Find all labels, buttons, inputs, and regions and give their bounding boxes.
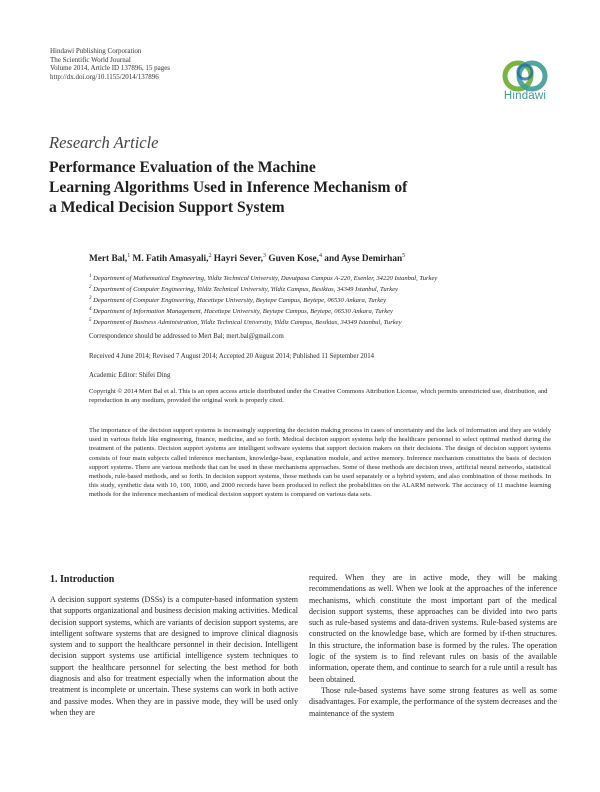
- author-name: Guven Kose,: [266, 254, 319, 265]
- affiliation: [89, 273, 437, 283]
- author-name: Mert Bal,: [89, 254, 128, 265]
- correspondence: Correspondence should be addressed to Mert Bal; mert.bal@gmail.com: [89, 333, 284, 340]
- doi-link[interactable]: http://dx.doi.org/10.1155/2014/137896: [50, 72, 159, 81]
- body-column-left: [50, 594, 298, 718]
- section-heading: 1. Introduction: [50, 574, 115, 585]
- body-column-right: [309, 572, 557, 719]
- author-aff-num: 4: [318, 253, 322, 259]
- affiliation-num: 2: [89, 285, 92, 290]
- affiliation: [89, 284, 398, 294]
- title-line-2: Learning Algorithms Used in Inference Mechanism of: [49, 179, 408, 196]
- author-aff-num: 3: [263, 253, 267, 259]
- author-name: and Ayse Demirhan: [321, 254, 403, 265]
- journal-name: The Scientific World Journal: [50, 55, 131, 64]
- body-paragraph: required. When they are in active mode, they will be making recommendations as well. When we look at the approaches of the inference mechanisms, which constitute the most important part of the medical decision support systems, these approaches can be divided into two parts such as rule-based systems and data-driven systems. Rule-based systems are constructed on the knowledge base, which are formed by if-then structures. In this structure, the information base is formed by the rules. The operation logic of the system is to find relevant rules on basis of the available information, operate them, and continue to search for a rule until a result has been obtained.: [309, 573, 557, 684]
- affiliation-num: 4: [89, 307, 92, 312]
- affiliation-text: Department of Mathematical Engineering, Yildiz Technical University, Davutpasa Campus A-220, Esenler, 34220 Istanbul, Turkey: [93, 275, 438, 283]
- affiliation-num: 1: [89, 274, 92, 279]
- title-line-1: Performance Evaluation of the Machine: [49, 159, 316, 176]
- body-paragraph: A decision support systems (DSSs) is a computer-based information system that supports organizational and business decision making activities. Medical decision support systems, which are variants of decision support systems, are intelligent software systems that are designed to improve clinical diagnosis system and to support the healthcare personnel in their decision. Intelligent decision support systems use artificial intelligence system techniques to support the healthcare personnel for selecting the best method for both diagnosis and also for treatment especially when the information about the treatment is incomplete or uncertain. These systems can work in both active and passive modes. When they are in passive mode, they will be used only when they are: [50, 595, 298, 717]
- affiliation-text: Department of Computer Engineering, Yildiz Technical University, Yildiz Campus, Besiktas, 34349 Istanbul, Turkey: [93, 286, 398, 294]
- author-name: Hayri Sever,: [211, 254, 264, 265]
- affiliation-text: Department of Information Management, Hacettepe University, Beytepe Campus, Beytepe, 06530 Ankara, Turkey: [93, 308, 393, 316]
- affiliation-text: Department of Business Administration, Yildiz Technical University, Yildiz Campus, Besiktas, 34349 Istanbul, Turkey: [93, 319, 402, 327]
- author-aff-num: 1: [127, 253, 131, 259]
- affiliation-text: Department of Computer Engineering, Hacettepe University, Beytepe Campus, Beytepe, 06530 Ankara, Turkey: [93, 297, 387, 305]
- author-aff-num: 5: [402, 253, 406, 259]
- affiliation: [89, 306, 393, 316]
- volume-info: Volume 2014, Article ID 137896, 15 pages: [50, 64, 171, 72]
- affiliation-num: 3: [89, 296, 92, 301]
- article-type: Research Article: [49, 133, 159, 152]
- author-list: [89, 253, 405, 264]
- academic-editor: Academic Editor: Shifei Ding: [89, 372, 171, 379]
- affiliation-num: 5: [89, 318, 92, 323]
- author-aff-num: 2: [208, 253, 212, 259]
- body-paragraph: Those rule-based systems have some strong features as well as some disadvantages. For example, the performance of the system decreases and the maintenance of the system: [309, 685, 557, 718]
- publisher-name: Hindawi Publishing Corporation: [50, 47, 142, 55]
- affiliation: [89, 317, 402, 327]
- hindawi-logo-text: Hindawi: [503, 90, 547, 102]
- title-line-3: a Medical Decision Support System: [49, 199, 285, 216]
- affiliation: [89, 295, 386, 305]
- publication-dates: Received 4 June 2014; Revised 7 August 2014; Accepted 20 August 2014; Published 11 September 2014: [89, 353, 374, 360]
- author-name: M. Fatih Amasyali,: [130, 254, 209, 265]
- copyright-notice: Copyright © 2014 Mert Bal et al. This is an open access article distributed under the Creative Commons Attribution License, which permits unrestricted use, distribution, and reproduction in any medium, provided the original work is properly cited.: [89, 388, 548, 405]
- abstract: The importance of the decision support systems is increasingly supporting the decision making process in cases of uncertainty and the lack of information and they are widely used in various fields like engineering, finance, medicine, and so forth. Medical decision support systems help the healthcare personnel to select optimal method during the treatment of the patients. Decision support systems are intelligent software systems that support decision makers on their decisions. The design of decision support systems consists of four main subjects called inference mechanism, knowledge-base, explanation module, and active memory. Inference mechanism constitutes the basis of decision support systems. There are various methods that can be used in these mechanisms approaches. Some of these methods are decision trees, artificial neural networks, statistical methods, rule-based methods, and so forth. In decision support systems, those methods can be used separately or a hybrid system, and also combination of those methods. In this study, synthetic data with 10, 100, 1000, and 2000 records have been produced to reflect the probabilities on the ALARM network. The accuracy of 11 machine learning methods for the inference mechanism of medical decision support system is compared on various data sets.: [89, 427, 551, 499]
